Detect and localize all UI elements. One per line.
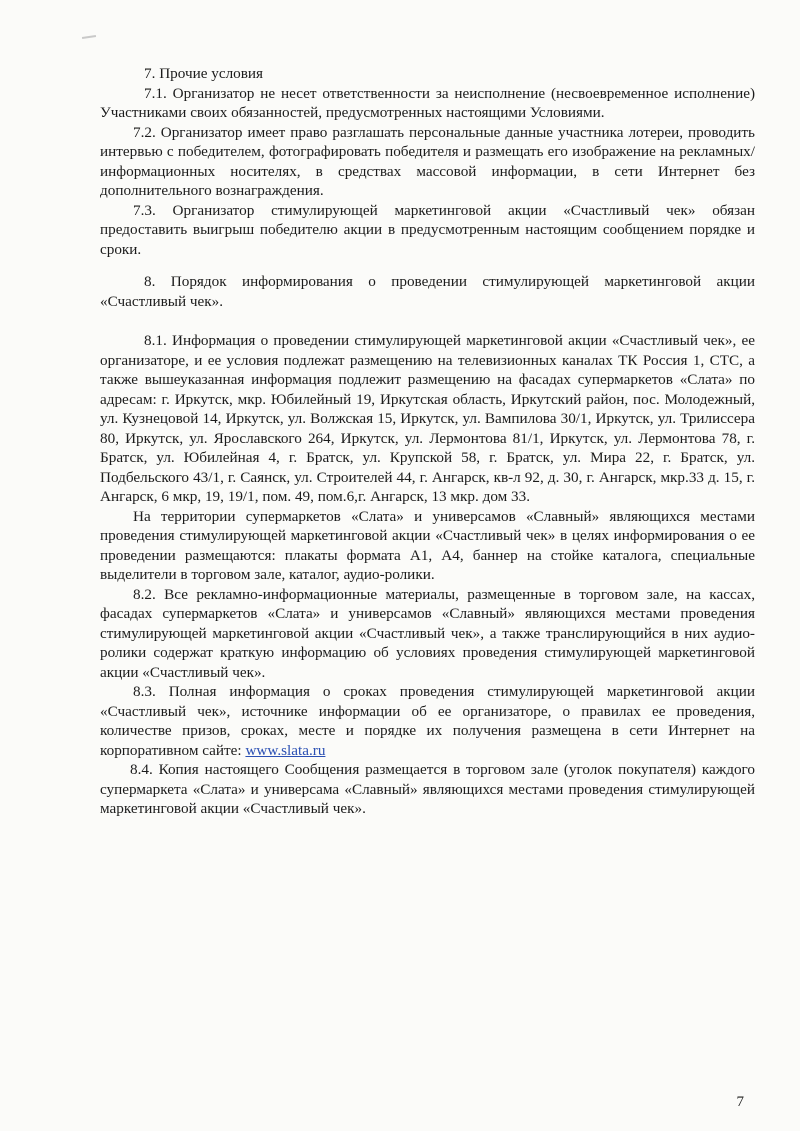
paragraph-8-1: 8.1. Информация о проведении стимулирующей маркетинговой акции «Счастливый чек», ее организаторе, и ее условия подлежат размещению на телевизионных каналах ТК Россия 1, СТС, а также вышеуказанная информация подлежит размещению на фасадах супермаркетов «Слата» по адресам: г. Иркутск, мкр. Юбилейный 19, Иркутская область, Иркутский район, пос. Молодежный, ул. Кузнецовой 14, Иркутск, ул. Волжская 15, Иркутск, ул. Вампилова 30/1, Иркутск, ул. Трилиссера 80, Иркутск, ул. Ярославского 264, Иркутск, ул. Лермонтова 81/1, Иркутск, ул. Лермонтова 78, г. Братск, ул. Юбилейная 4, г. Братск, ул. Крупской 58, г. Братск, ул. Мира 22, г. Братск, ул. Подбельского 43/1, г. Саянск, ул. Строителей 44, г. Ангарск, кв-л 92, д. 30, г. Ангарск, мкр.33 д. 15, г. Ангарск, 6 мкр, 19, 19/1, пом. 49, пом.6,г. Ангарск, 13 мкр. дом 33. (100, 332, 755, 505)
paragraph-8-1-b: На территории супермаркетов «Слата» и универсамов «Славный» являющихся местами проведения стимулирующей маркетинговой акции «Счастливый чек» в целях информирования о ее проведении размещаются: плакаты формата А1, А4, баннер на стойке каталога, специальные выделители в торговом зале, каталог, аудио-ролики. (100, 507, 755, 583)
website-link[interactable]: www.slata.ru (245, 741, 326, 759)
section-7 (100, 64, 755, 259)
paragraph-7-3: 7.3. Организатор стимулирующей маркетинговой акции «Счастливый чек» обязан предоставить выигрыш победителю акции в предусмотренным настоящим сообщением порядке и сроки. (100, 201, 755, 258)
section-7-heading: 7. Прочие условия (144, 65, 264, 82)
paragraph-8-2: 8.2. Все рекламно-информационные материалы, размещенные в торговом зале, на кассах, фасадах супермаркетов «Слата» и универсамов «Славный» являющихся местами проведения стимулирующей маркетинговой акции «Счастливый чек», а также транслирующийся в них аудио-ролики содержат краткую информацию об условиях проведения стимулирующей маркетинговой акции «Счастливый чек». (100, 585, 755, 681)
section-8-heading: 8. Порядок информирования о проведении стимулирующей маркетинговой акции «Счастливый чек». (100, 273, 755, 310)
paragraph-8-4: 8.4. Копия настоящего Сообщения размещается в торговом зале (уголок покупателя) каждого супермаркета «Слата» и универсама «Славный» являющихся местами проведения стимулирующей маркетинговой акции «Счастливый чек». (100, 761, 755, 817)
section-8 (100, 272, 755, 311)
scan-mark (82, 35, 96, 39)
paragraph-8-3-text: 8.3. Полная информация о сроках проведения стимулирующей маркетинговой акции «Счастливый чек», источнике информации об ее организаторе, о правилах ее проведения, количестве призов, сроках, месте и порядке их получения размещена в сети Интернет на корпоративном сайте: (100, 683, 755, 759)
paragraph-8-3 (100, 682, 755, 760)
section-8-body (100, 331, 755, 819)
paragraph-7-1: 7.1. Организатор не несет ответственности за неисполнение (несвоевременное исполнение) Участниками своих обязанностей, предусмотренных настоящими Условиями. (100, 84, 755, 121)
paragraph-7-2: 7.2. Организатор имеет право разглашать персональные данные участника лотереи, проводить интервью с победителем, фотографировать победителя и размещать его изображение на рекламных/информационных носителях, в средствах массовой информации, в сети Интернет без дополнительного вознаграждения. (100, 123, 755, 199)
page-number: 7 (736, 1094, 744, 1110)
